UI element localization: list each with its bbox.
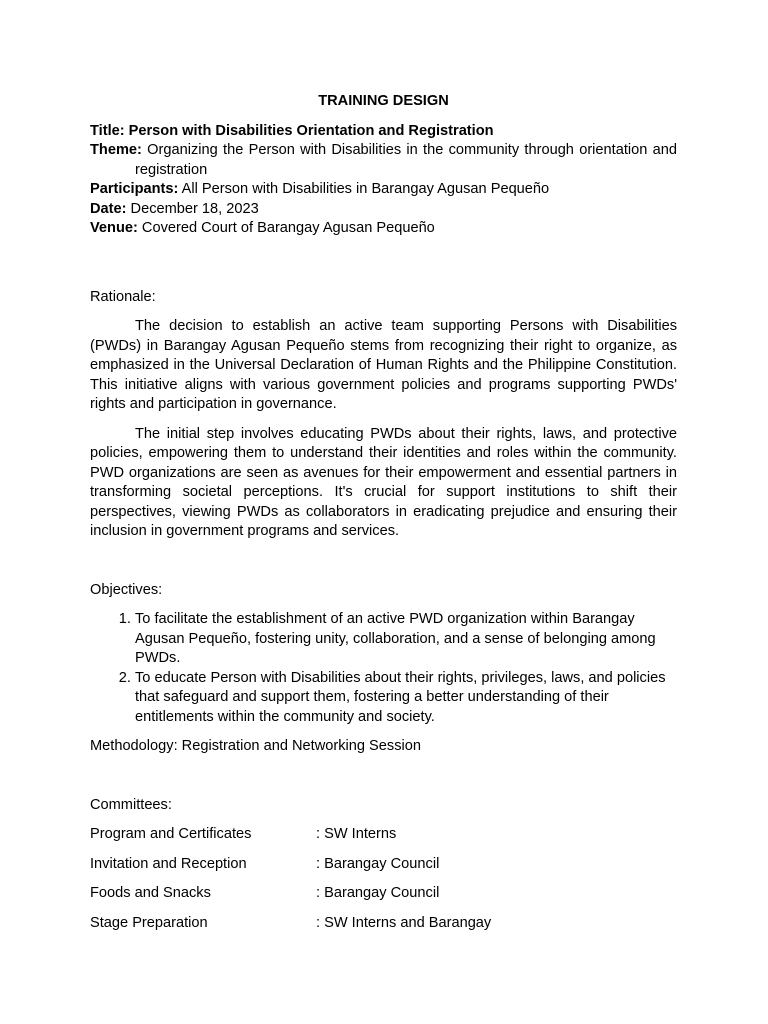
objectives-label: Objectives: bbox=[90, 581, 163, 598]
objectives-list bbox=[90, 610, 677, 727]
document-page bbox=[90, 92, 677, 933]
date-line bbox=[90, 200, 677, 220]
objective-item-1: 1. To facilitate the establishment of an active PWD organization within Barangay Agusan Pequeño, fostering unity, collaboration, and a sense of belonging among PWDs. bbox=[135, 610, 677, 669]
committee-row bbox=[90, 884, 677, 904]
committees-table bbox=[90, 825, 677, 933]
venue-line bbox=[90, 219, 677, 239]
title-text: Title: Person with Disabilities Orientation and Registration bbox=[90, 122, 494, 139]
rationale-label: Rationale: bbox=[90, 288, 156, 305]
theme-label: Theme: bbox=[90, 142, 142, 158]
methodology-line: Methodology: Registration and Networking Session bbox=[90, 738, 421, 754]
theme-value: Organizing the Person with Disabilities in the community through orientation and registration bbox=[135, 142, 677, 178]
info-block bbox=[90, 122, 677, 239]
committee-assignee: : SW Interns and Barangay bbox=[316, 914, 492, 931]
committee-name: Foods and Snacks bbox=[90, 885, 211, 901]
participants-value: All Person with Disabilities in Barangay Agusan Pequeño bbox=[178, 181, 550, 197]
participants-label: Participants: bbox=[90, 181, 179, 197]
title-line bbox=[90, 122, 677, 142]
committee-name: Stage Preparation bbox=[90, 914, 208, 931]
date-value: December 18, 2023 bbox=[126, 200, 259, 217]
venue-label: Venue: bbox=[90, 220, 138, 236]
participants-line bbox=[90, 180, 677, 200]
rationale-paragraph-2: The initial step involves educating PWDs about their rights, laws, and protective policies, empowering them to understand their identities and roles within the community. PWD organizations are seen as avenues for their empowerment and essential partners in transforming societal perceptions. It's crucial for support institutions to shift their perspectives, viewing PWDs as collaborators in eradicating prejudice and ensuring their inclusion in government programs and services. bbox=[90, 425, 677, 539]
date-label: Date: bbox=[90, 200, 127, 217]
theme-line bbox=[90, 141, 677, 180]
document-heading: TRAINING DESIGN bbox=[318, 93, 449, 109]
committee-assignee: : SW Interns bbox=[316, 826, 397, 842]
venue-value: Covered Court of Barangay Agusan Pequeño bbox=[137, 220, 435, 236]
committee-assignee: : Barangay Council bbox=[316, 885, 440, 901]
committee-assignee: : Barangay Council bbox=[316, 855, 440, 872]
committee-name: Program and Certificates bbox=[90, 826, 252, 842]
committee-row bbox=[90, 855, 677, 875]
committees-label: Committees: bbox=[90, 796, 172, 813]
committee-row bbox=[90, 825, 677, 845]
objective-item-2: 2. To educate Person with Disabilities about their rights, privileges, laws, and policies that safeguard and support them, fostering a better understanding of their entitlements within the community and society. bbox=[135, 669, 677, 728]
rationale-paragraph-1: The decision to establish an active team supporting Persons with Disabilities (PWDs) in Barangay Agusan Pequeño stems from recognizing their right to organize, as emphasized in the Universal Declaration of Human Rights and the Philippine Constitution. This initiative aligns with various government policies and programs supporting PWDs' rights and participation in governance. bbox=[90, 318, 677, 412]
committee-name: Invitation and Reception bbox=[90, 855, 247, 872]
committee-row bbox=[90, 914, 677, 934]
